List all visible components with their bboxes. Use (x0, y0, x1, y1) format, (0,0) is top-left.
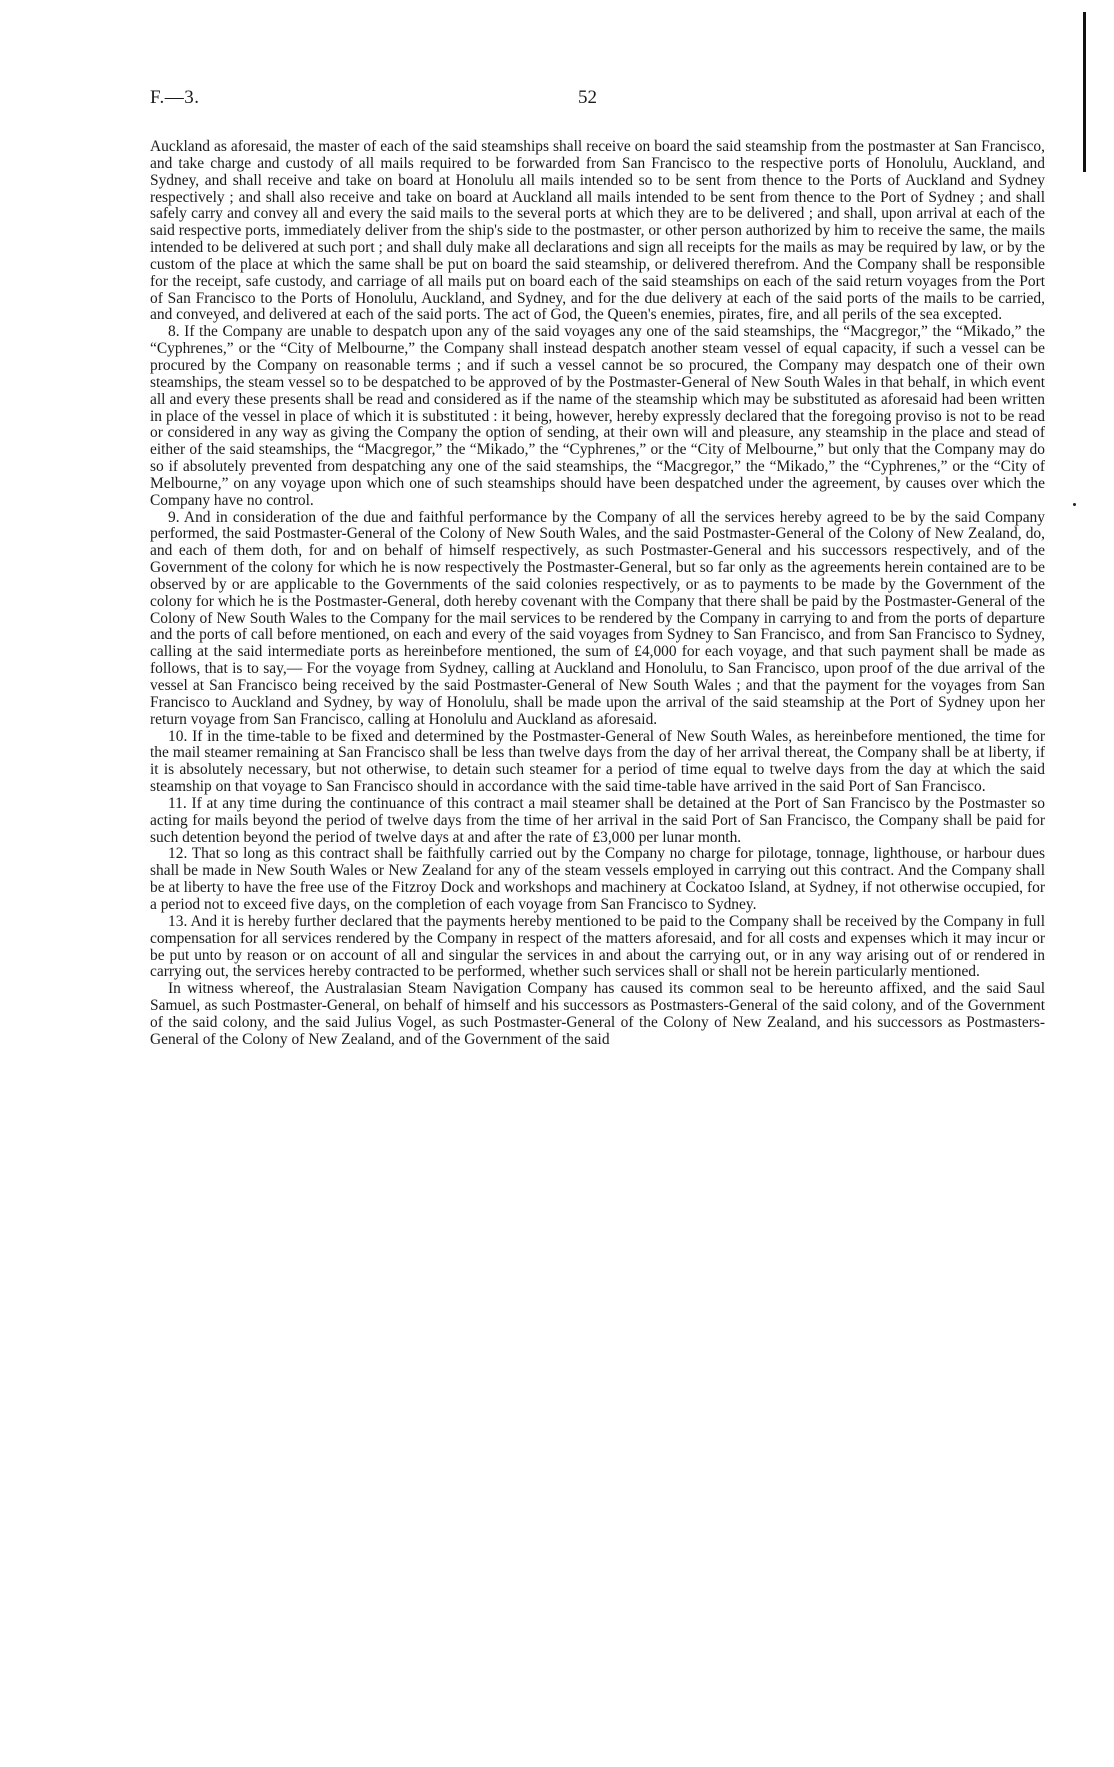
ink-speck (1073, 503, 1076, 506)
document-reference: F.—3. (150, 87, 200, 108)
clause-13: 13. And it is hereby further declared that the payments hereby mentioned to be paid to the Company shall be received by the Company in full compensation for all services rendered by the Company in respect of the matters aforesaid, and for all costs and expenses which it may incur or be put unto by reason or on account of all and singular the services in and about the carrying out, or in any way arising out of or rendered in carrying out, the services hereby contracted to be performed, whether such services shall or shall not be herein particularly mentioned. (150, 912, 1045, 981)
clause-12: 12. That so long as this contract shall be faithfully carried out by the Company no charge for pilotage, tonnage, lighthouse, or harbour dues shall be made in New South Wales or New Zealand for any of the steam vessels employed in carrying out this contract. And the Company shall be at liberty to have the free use of the Fitzroy Dock and workshops and machinery at Cockatoo Island, at Sydney, if not otherwise occupied, for a period not to exceed five days, on the completion of each voyage from San Francisco to Sydney. (150, 845, 1045, 913)
page-header (150, 87, 1050, 113)
clause-11: 11. If at any time during the continuance of this contract a mail steamer shall be detained at the Port of San Francisco by the Postmaster so acting for mails beyond the period of twelve days from the time of her arrival in the said Port of San Francisco, the Company shall be paid for such detention beyond the period of twelve days at and after the rate of £3,000 per lunar month. (150, 794, 1045, 846)
clause-10: 10. If in the time-table to be fixed and determined by the Postmaster-General of New South Wales, as hereinbefore mentioned, the time for the mail steamer remaining at San Francisco shall be less than twelve days from the day of her arrival thereat, the Company shall be at liberty, if it is absolutely necessary, but not otherwise, to detain such steamer for a period of time equal to twelve days from the day at which the said steamship on that voyage to San Francisco should in accordance with the said time-table have arrived in the said Port of San Francisco. (150, 727, 1045, 796)
paragraph-continuation: Auckland as aforesaid, the master of each of the said steamships shall receive on board the said steamship from the postmaster at San Francisco, and take charge and custody of all mails required to be forwarded from San Francisco to the respective ports of Honolulu, Auckland, and Sydney, and shall receive and take on board at Honolulu all mails intended so to be sent from thence to the Ports of Auckland and Sydney respectively ; and shall also receive and take on board at Auckland all mails intended to be sent from thence to the Port of Sydney ; and shall safely carry and convey all and every the said mails to the several ports at which they are to be delivered ; and shall, upon arrival at each of the said respective ports, immediately deliver from the ship's side to the postmaster, or other person authorized by him to receive the same, the mails intended to be delivered at such port ; and shall duly make all declarations and sign all receipts for the mails as may be required by law, or by the custom of the place at which the same shall be put on board the said steamship, or delivered therefrom. And the Company shall be responsible for the receipt, safe custody, and carriage of all mails put on board each of the said steamships on each of the said return voyages from the Port of San Francisco to the Ports of Honolulu, Auckland, and Sydney, and for the due delivery at each of the said ports of the mails to be carried, and conveyed, and delivered at each of the said ports. The act of God, the Queen's enemies, pirates, fire, and all perils of the sea excepted. (150, 138, 1045, 324)
witness-clause: In witness whereof, the Australasian Steam Navigation Company has caused its common seal to be hereunto affixed, and the said Saul Samuel, as such Postmaster-General, on behalf of himself and his successors as Postmasters-General of the said colony, and of the Government of the said colony, and the said Julius Vogel, as such Postmaster-General of the Colony of New Zealand, and his successors as Postmasters-General of the Colony of New Zealand, and of the Government of the said (150, 980, 1045, 1048)
page-number: 52 (578, 87, 597, 108)
clause-9: 9. And in consideration of the due and faithful performance by the Company of all the services hereby agreed to be by the said Company performed, the said Postmaster-General of the Colony of New South Wales, and the said Postmaster-General of the Colony of New Zealand, do, and each of them doth, for and on behalf of himself respectively, as such Postmaster-General and his successors respectively, and of the Government of the colony for which he is now respectively the Postmaster-General, but so far only as the agreements herein contained are to be observed by or are applicable to the Governments of the said colonies respectively, or as to payments to be made by the Government of the colony for which he is the Postmaster-General, doth hereby covenant with the Company that there shall be paid by the Postmaster-General of the Colony of New South Wales to the Company for the mail services to be rendered by the Company in carrying to and from the ports of departure and the ports of call before mentioned, on each and every of the said voyages from Sydney to San Francisco, and from San Francisco to Sydney, calling at the said intermediate ports as hereinbefore mentioned, the sum of £4,000 for each voyage, and that such payment shall be made as follows, that is to say,— For the voyage from Sydney, calling at Auckland and Honolulu, to San Francisco, upon proof of the due arrival of the vessel at San Francisco being received by the said Postmaster-General of New South Wales ; and that the payment for the voyages from San Francisco to Auckland and Sydney, by way of Honolulu, shall be made upon the arrival of the said steamship at the Port of Sydney upon her return voyage from San Francisco, calling at Honolulu and Auckland as aforesaid. (150, 508, 1045, 728)
margin-rule (1083, 12, 1086, 172)
clause-8: 8. If the Company are unable to despatch upon any of the said voyages any one of the said steamships, the “Macgregor,” the “Mikado,” the “Cyphrenes,” or the “City of Melbourne,” the Company shall instead despatch another steam vessel of equal capacity, if such a vessel can be procured by the Company on reasonable terms ; and if such a vessel cannot be so procured, the Company may despatch one of their own steamships, the steam vessel so to be despatched to be approved of by the Postmaster-General of New South Wales in that behalf, in which event all and every these presents shall be read and considered as if the name of the steamship which may be substituted as aforesaid had been written in place of the vessel in place of which it is substituted : it being, however, hereby expressly declared that the foregoing proviso is not to be read or considered in any way as giving the Company the option of sending, at their own will and pleasure, any steamship in the place and stead of either of the said steamships, the “Macgregor,” the “Mikado,” the “Cyphrenes,” or the “City of Melbourne,” but only that the Company may do so if absolutely prevented from despatching any one of the said steamships, the “Macgregor,” the “Mikado,” the “Cyphrenes,” or the “City of Melbourne,” on any voyage upon which one of such steamships should have been despatched under the agreement, by causes over which the Company have no control. (150, 323, 1045, 509)
body-text (150, 139, 1045, 1049)
